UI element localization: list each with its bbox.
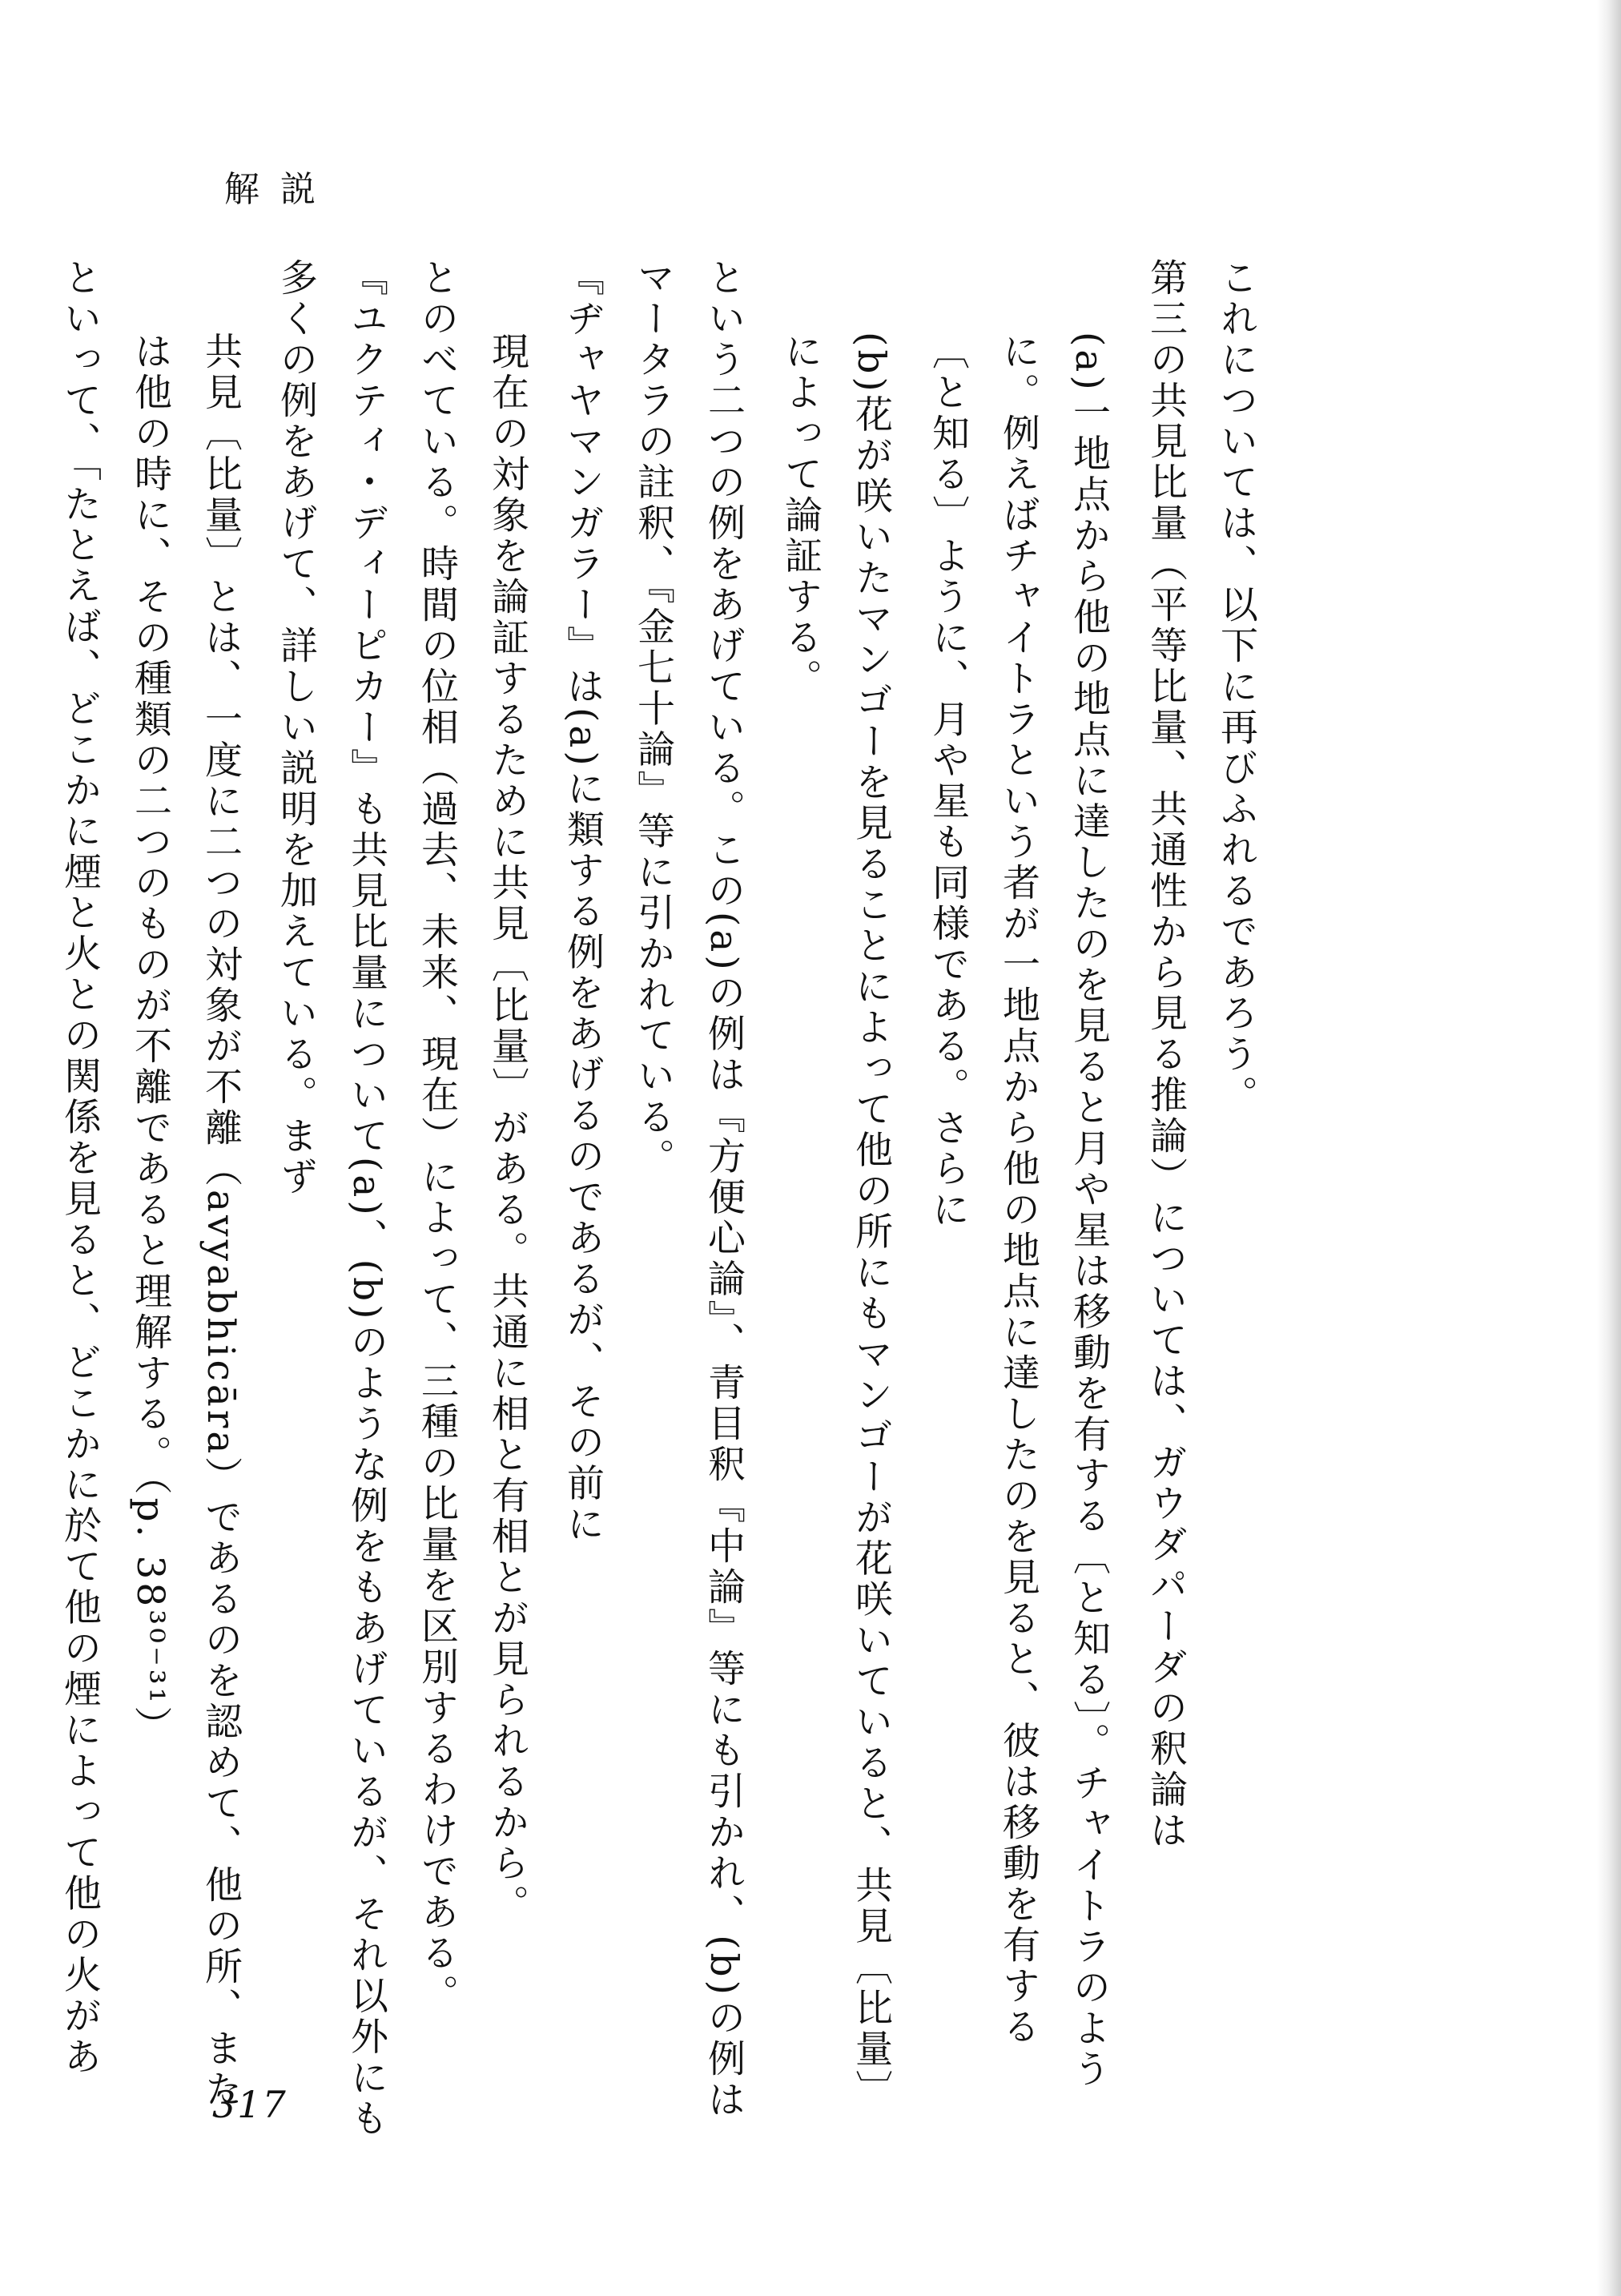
book-page: 解説 これについては、以下に再びふれるであろう。 第三の共見比量（平等比量、共通性から見る推論）については、ガウダパーダの釈論は (a)一地点から他の地点に達したのを見ると月や星は移動を有する〔と知る〕。チャイトラのよう に。例えばチャイトラという者が一地点から他の地点に達したのを見ると、彼は移動を有する 〔と知る〕ように、月や星も同様である。さらに (b)花が咲いたマンゴーを見ることによって他の所にもマンゴーが花咲いていると、共見〔比量〕 によって論証する。 という二つの例をあげている。この(a)の例は『方便心論』、青目釈『中論』等にも引かれ、(b)の例は マータラの註釈、『金七十論』等に引かれている。 『ヂャヤマンガラー』は(a)に類する例をあげるのであるが、その前に 現在の対象を論証するために共見〔比量〕がある。共通に相と有相とが見られるから。 とのべている。時間の位相（過去、未来、現在）によって、三種の比量を区別するわけである。 『ユクティ・ディーピカー』も共見比量について(a)、(b)のような例をもあげているが、それ以外にも 多くの例をあげて、詳しい説明を加えている。まず 共見〔比量〕とは、一度に二つの対象が不離（avyabhicāra）であるのを認めて、他の所、また は他の時に、その種類の二つのものが不離であると理解する。（p. 38³⁰⁻³¹） といって、「たとえば、どこかに煙と火との関係を見ると、どこかに於て他の煙によって他の火があ 317 [0,0,1621,2296]
page-number: 317 [212,2083,288,2126]
scan-edge [1597,0,1621,2296]
running-head: 解説 [224,169,336,210]
